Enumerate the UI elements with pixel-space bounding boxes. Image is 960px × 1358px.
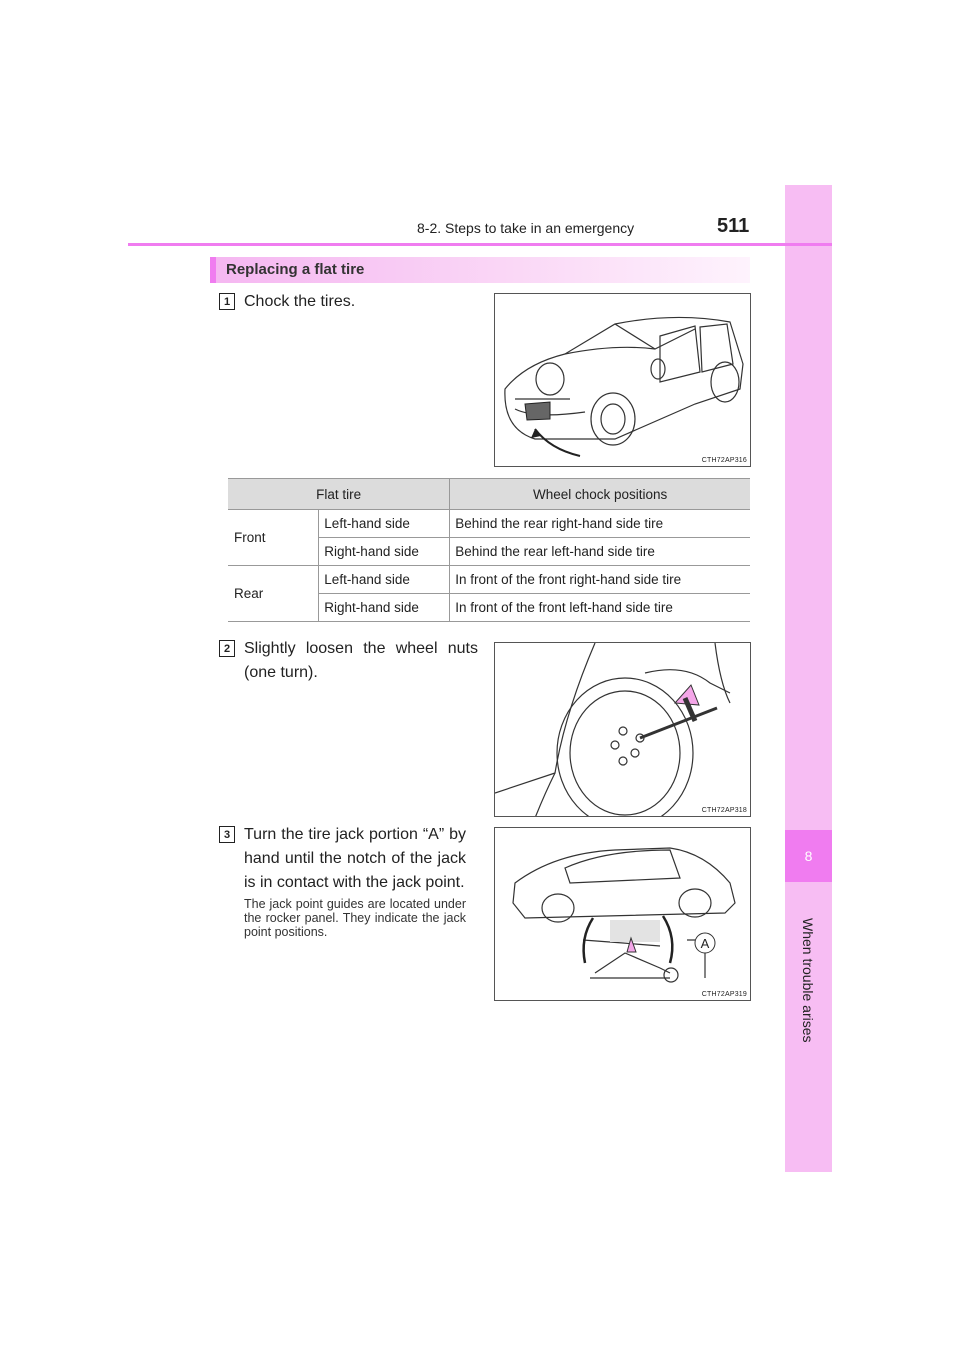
chapter-number: 8 [785, 830, 832, 882]
car-chock-illustration [495, 294, 751, 467]
table-header-row [228, 479, 750, 510]
page-number: 511 [717, 215, 750, 237]
section-heading-text: Replacing a flat tire [226, 261, 365, 278]
figure-code: CTH72AP318 [701, 807, 747, 814]
step-3-note: The jack point guides are located under the rocker panel. They indicate the jack point positions. [244, 897, 466, 939]
table-row [228, 510, 750, 538]
table-group-label: Front [228, 510, 319, 566]
step-3-text: Turn the tire jack portion “A” by hand until the notch of the jack is in contact with the jack point. [244, 826, 466, 891]
table-cell-side: Right-hand side [319, 594, 450, 622]
wheel-wrench-illustration [495, 643, 751, 817]
figure-loosen-nuts [494, 642, 751, 817]
header-divider [128, 243, 832, 246]
figure-code: CTH72AP319 [701, 991, 747, 998]
table-cell-side: Right-hand side [319, 538, 450, 566]
table-cell-position: Behind the rear right-hand side tire [450, 510, 750, 538]
step-2-number: 2 [219, 640, 235, 657]
section-heading [210, 257, 750, 283]
table-header-flat-tire: Flat tire [228, 479, 450, 510]
table-cell-side: Left-hand side [319, 510, 450, 538]
jack-callout-label: A [700, 936, 710, 951]
table-cell-position: In front of the front right-hand side tire [450, 566, 750, 594]
step-3-number: 3 [219, 826, 235, 843]
figure-code: CTH72AP316 [701, 457, 747, 464]
table-cell-side: Left-hand side [319, 566, 450, 594]
step-1-number: 1 [219, 293, 235, 310]
chapter-title: When trouble arises [800, 918, 816, 1043]
table-header-chock-positions: Wheel chock positions [450, 479, 750, 510]
step-2-text: Slightly loosen the wheel nuts (one turn). [244, 640, 478, 681]
figure-wheel-chock [494, 293, 751, 467]
figure-tire-jack [494, 827, 751, 1001]
table-cell-position: Behind the rear left-hand side tire [450, 538, 750, 566]
table-row [228, 566, 750, 594]
tire-jack-illustration [495, 828, 751, 1001]
step-1-text: Chock the tires. [244, 293, 356, 310]
wheel-chock-table [228, 478, 750, 622]
table-cell-position: In front of the front left-hand side tire [450, 594, 750, 622]
running-header-section: 8-2. Steps to take in an emergency [417, 220, 635, 236]
table-group-label: Rear [228, 566, 319, 622]
